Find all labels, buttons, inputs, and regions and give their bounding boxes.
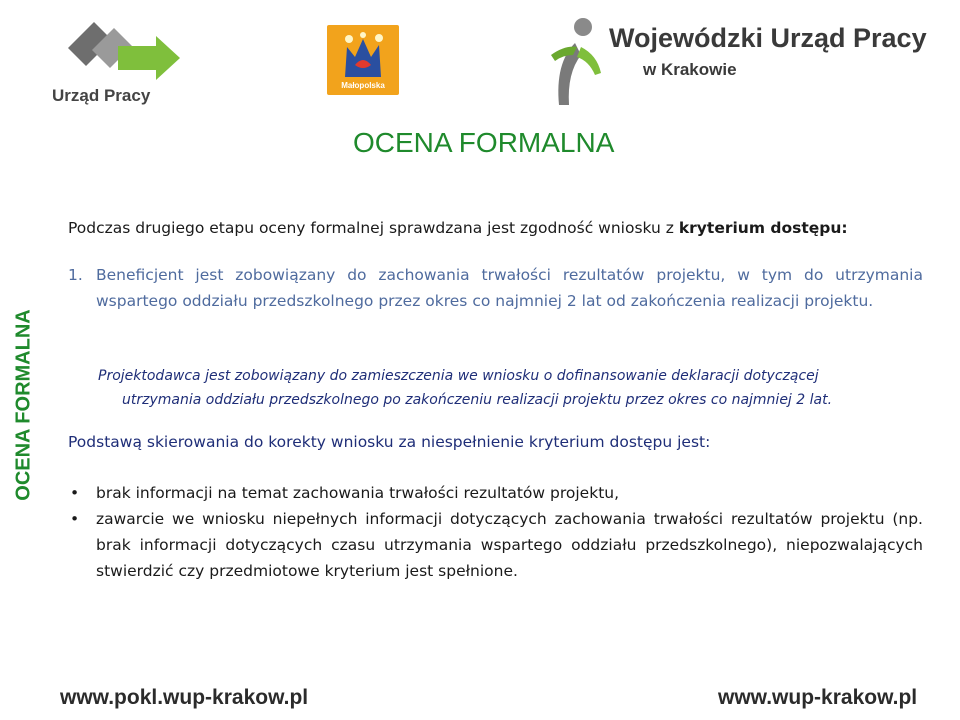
criterion-number: 1. — [68, 266, 83, 284]
wup-logo — [545, 15, 925, 110]
intro-text: Podczas drugiego etapu oceny formalnej sprawdzana jest zgodność wniosku z — [68, 219, 679, 237]
bullet-icon: • — [70, 484, 80, 502]
intro-paragraph — [68, 215, 948, 241]
criterion-text: Beneficjent jest zobowiązany do zachowania trwałości rezultatów projektu, w tym do utrzymania wspartego oddziału przedszkolnego przez okres co najmniej 2 lat od zakończenia realizacji projektu. — [96, 266, 923, 310]
note-line-1: Projektodawca jest zobowiązany do zamieszczenia we wniosku o dofinansowanie deklaracji dotyczącej — [98, 368, 819, 384]
list-item — [68, 506, 923, 584]
wup-logo-subtitle: w Krakowie — [643, 60, 737, 79]
wup-logo-title: Wojewódzki Urząd Pracy — [609, 23, 927, 53]
reasons-list — [68, 480, 923, 584]
criterion-note — [98, 364, 898, 412]
intro-bold-text: kryterium dostępu: — [678, 219, 848, 237]
note-line-2: utrzymania oddziału przedszkolnego po zakończeniu realizacji projektu przez okres co najmniej 2 lat. — [122, 392, 833, 408]
page-title: OCENA FORMALNA — [353, 127, 615, 158]
bullet-icon: • — [70, 510, 80, 528]
urzad-pracy-logo-text: Urząd Pracy — [52, 86, 151, 105]
malopolska-logo — [327, 25, 399, 95]
side-label — [0, 300, 48, 510]
malopolska-emblem-icon — [335, 31, 391, 79]
list-item — [68, 480, 923, 506]
basis-heading: Podstawą skierowania do korekty wniosku za niespełnienie kryterium dostępu jest: — [68, 433, 711, 451]
malopolska-logo-text: Małopolska — [341, 81, 385, 90]
side-label-text: OCENA FORMALNA — [12, 309, 35, 501]
footer-link-pokl[interactable]: www.pokl.wup-krakow.pl — [60, 686, 309, 709]
arrows-icon — [56, 18, 181, 84]
list-item-text: brak informacji na temat zachowania trwałości rezultatów projektu, — [96, 484, 620, 502]
criterion-item — [68, 262, 923, 314]
footer-link-wup[interactable]: www.wup-krakow.pl — [718, 686, 918, 709]
urzad-pracy-logo — [50, 18, 185, 108]
wup-figure-icon — [545, 15, 605, 110]
list-item-text: zawarcie we wniosku niepełnych informacji dotyczących zachowania trwałości rezultatów projektu (np. brak informacji dotyczących czasu utrzymania wspartego oddziału przedszkolnego), niepozwalających stwierdzić czy przedmiotowe kryterium jest spełnione. — [96, 510, 923, 580]
